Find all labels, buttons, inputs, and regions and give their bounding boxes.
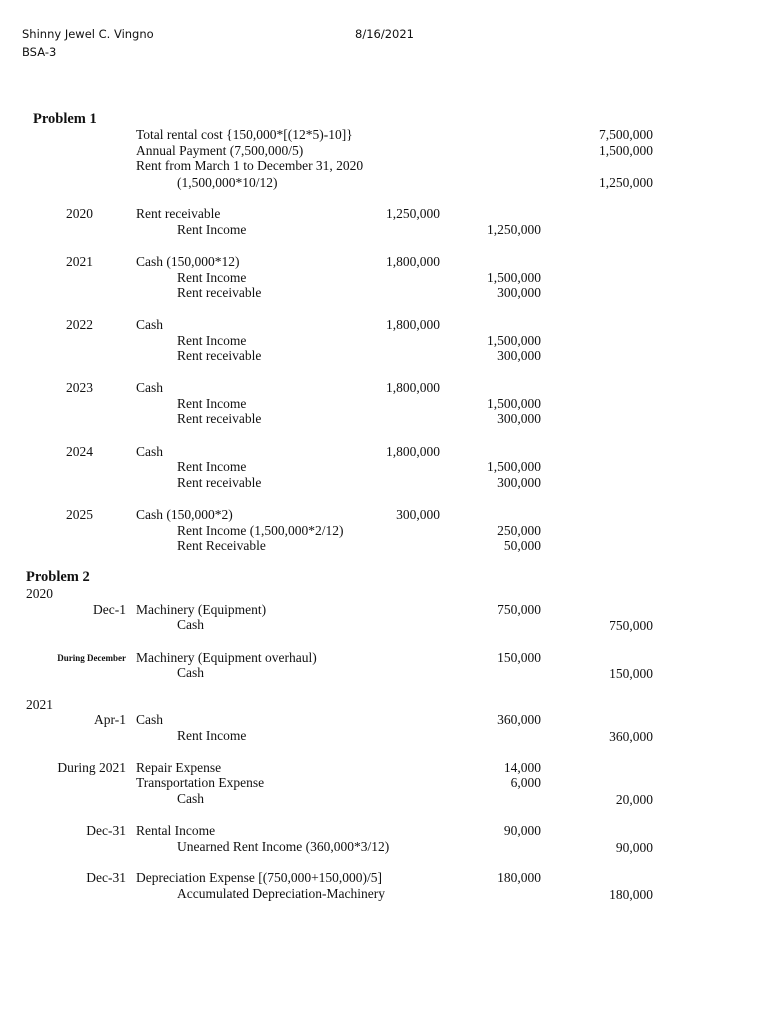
entry-year: 2020 — [66, 206, 93, 221]
entry-date: During 2021 — [57, 760, 126, 775]
p1-summary-label: Total rental cost {150,000*[(12*5)-10]} — [136, 127, 353, 142]
debit-account: Cash — [136, 712, 163, 727]
student-section: BSA-3 — [22, 45, 57, 59]
year-heading: 2021 — [26, 697, 53, 712]
debit-amount: 1,800,000 — [386, 444, 440, 459]
year-heading: 2020 — [26, 586, 53, 601]
debit-amount: 6,000 — [510, 775, 541, 790]
credit-account: Cash — [177, 665, 204, 680]
entry-date: During December — [57, 653, 126, 663]
debit-account: Rental Income — [136, 823, 216, 838]
credit-amount: 20,000 — [615, 792, 653, 807]
entry-date: Dec-1 — [93, 602, 126, 617]
credit-account: Cash — [177, 617, 204, 632]
credit-amount: 300,000 — [497, 348, 541, 363]
credit-account: Unearned Rent Income (360,000*3/12) — [177, 839, 390, 854]
problem2-title: Problem 2 — [26, 569, 90, 585]
credit-account: Rent Income — [177, 222, 247, 237]
credit-account: Rent receivable — [177, 348, 262, 363]
entry-year: 2025 — [66, 507, 93, 522]
debit-account: Transportation Expense — [136, 775, 265, 790]
entry-year: 2021 — [66, 254, 93, 269]
credit-account: Rent Income — [177, 333, 247, 348]
debit-account: Rent receivable — [136, 206, 221, 221]
credit-account: Rent Income — [177, 396, 247, 411]
debit-account: Machinery (Equipment overhaul) — [136, 650, 317, 665]
entry-date: Dec-31 — [86, 823, 126, 838]
p1-summary-label: (1,500,000*10/12) — [177, 175, 278, 190]
student-name: Shinny Jewel C. Vingno — [22, 27, 154, 41]
debit-amount: 14,000 — [503, 760, 541, 775]
p1-summary-amount: 1,250,000 — [599, 175, 653, 190]
credit-account: Rent Receivable — [177, 538, 266, 553]
credit-account: Cash — [177, 791, 204, 806]
debit-amount: 1,250,000 — [386, 206, 440, 221]
credit-amount: 250,000 — [497, 523, 541, 538]
problem1-title: Problem 1 — [33, 111, 97, 127]
debit-account: Cash — [136, 444, 163, 459]
debit-account: Cash — [136, 317, 163, 332]
credit-amount: 1,500,000 — [487, 270, 541, 285]
debit-amount: 300,000 — [396, 507, 440, 522]
entry-year: 2022 — [66, 317, 93, 332]
debit-amount: 1,800,000 — [386, 317, 440, 332]
debit-account: Depreciation Expense [(750,000+150,000)/5] — [136, 870, 383, 885]
credit-amount: 1,500,000 — [487, 459, 541, 474]
entry-year: 2023 — [66, 380, 93, 395]
credit-amount: 1,250,000 — [487, 222, 541, 237]
debit-amount: 750,000 — [497, 602, 541, 617]
credit-amount: 300,000 — [497, 411, 541, 426]
credit-account: Rent Income (1,500,000*2/12) — [177, 523, 344, 538]
entry-date: Dec-31 — [86, 870, 126, 885]
credit-amount: 1,500,000 — [487, 333, 541, 348]
p1-summary-label: Annual Payment (7,500,000/5) — [136, 143, 304, 158]
credit-amount: 360,000 — [609, 729, 653, 744]
debit-account: Machinery (Equipment) — [136, 602, 267, 617]
entry-date: Apr-1 — [94, 712, 126, 727]
credit-amount: 1,500,000 — [487, 396, 541, 411]
credit-account: Rent Income — [177, 459, 247, 474]
credit-account: Rent Income — [177, 270, 247, 285]
debit-account: Cash (150,000*12) — [136, 254, 240, 269]
credit-account: Rent receivable — [177, 411, 262, 426]
credit-account: Rent receivable — [177, 475, 262, 490]
credit-amount: 300,000 — [497, 285, 541, 300]
debit-amount: 1,800,000 — [386, 254, 440, 269]
credit-account: Rent receivable — [177, 285, 262, 300]
credit-account: Accumulated Depreciation-Machinery — [177, 886, 386, 901]
credit-amount: 150,000 — [609, 666, 653, 681]
credit-account: Rent Income — [177, 728, 247, 743]
debit-amount: 360,000 — [497, 712, 541, 727]
p1-summary-amount: 1,500,000 — [599, 143, 653, 158]
credit-amount: 180,000 — [609, 887, 653, 902]
debit-account: Cash — [136, 380, 163, 395]
debit-account: Repair Expense — [136, 760, 222, 775]
debit-amount: 150,000 — [497, 650, 541, 665]
credit-amount: 50,000 — [503, 538, 541, 553]
credit-amount: 750,000 — [609, 618, 653, 633]
credit-amount: 300,000 — [497, 475, 541, 490]
credit-amount: 90,000 — [615, 840, 653, 855]
debit-amount: 1,800,000 — [386, 380, 440, 395]
debit-amount: 180,000 — [497, 870, 541, 885]
p1-summary-label: Rent from March 1 to December 31, 2020 — [136, 158, 364, 173]
debit-amount: 90,000 — [503, 823, 541, 838]
document-date: 8/16/2021 — [355, 27, 414, 41]
debit-account: Cash (150,000*2) — [136, 507, 233, 522]
p1-summary-amount: 7,500,000 — [599, 127, 653, 142]
entry-year: 2024 — [66, 444, 93, 459]
